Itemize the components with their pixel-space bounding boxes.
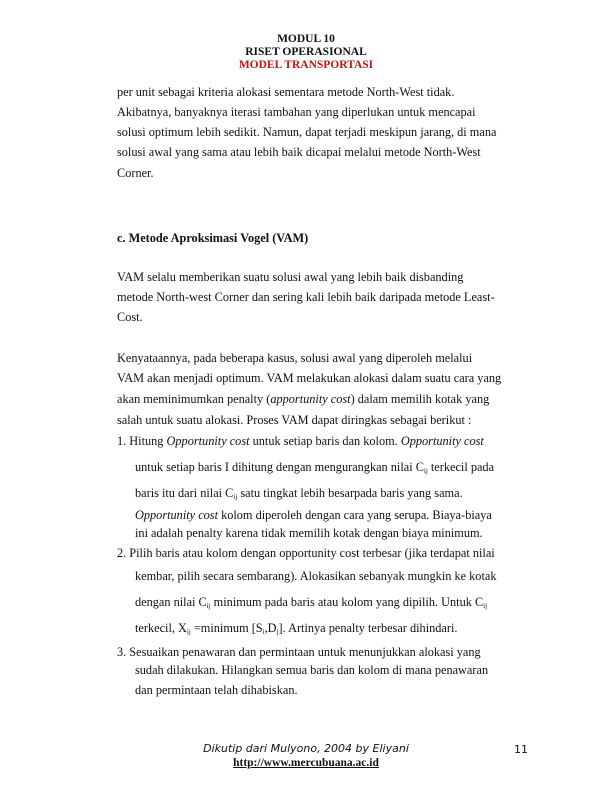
intro-line: solusi optimum lebih sedikit. Namun, dapat terjadi meskipun jarang, di mana [117, 125, 497, 139]
para2-line: Kenyataannya, pada beberapa kasus, solusi awal yang diperoleh melalui [117, 351, 473, 365]
para2-line: salah untuk suatu alokasi. Proses VAM dapat diringkas sebagai berikut : [117, 413, 472, 427]
step3-line: sudah dilakukan. Hilangkan semua baris dan kolom di mana penawaran [135, 663, 489, 677]
para1-line: Cost. [117, 310, 143, 324]
para1-line: VAM selalu memberikan suatu solusi awal yang lebih baik disbanding [117, 270, 464, 284]
step2-line: 2. Pilih baris atau kolom dengan opportunity cost terbesar (jika terdapat nilai [117, 546, 495, 560]
chapter-title: MODEL TRANSPORTASI [238, 59, 374, 71]
section-heading: c. Metode Aproksimasi Vogel (VAM) [117, 231, 309, 245]
intro-line: per unit sebagai kriteria alokasi sementara metode North-West tidak. [117, 85, 455, 99]
step2-line: kembar, pilih secara sembarang). Alokasikan sebanyak mungkin ke kotak [135, 569, 497, 583]
step1-line: Opportunity cost kolom diperoleh dengan cara yang serupa. Biaya-biaya [135, 508, 492, 522]
para2-line: VAM akan menjadi optimum. VAM melakukan alokasi dalam suatu cara yang [117, 371, 502, 385]
intro-line: Corner. [117, 166, 154, 180]
para2-line: akan meminimumkan penalty (apportunity cost) dalam memilih kotak yang [117, 392, 490, 406]
intro-line: solusi awal yang sama atau lebih baik dicapai melalui metode North-West [117, 145, 481, 159]
step3-line: dan permintaan telah dihabiskan. [135, 683, 298, 697]
step1-line: baris itu dari nilai Cij satu tingkat lebih besarpada baris yang sama. [135, 486, 463, 501]
footer-link-wrapper [0, 757, 612, 769]
step1-line: 1. Hitung Opportunity cost untuk setiap baris dan kolom. Opportunity cost [117, 434, 484, 448]
intro-line: Akibatnya, banyaknya iterasi tambahan yang diperlukan untuk mencapai [117, 105, 476, 119]
page-number: 11 [514, 743, 528, 756]
para1-line: metode North-west Corner dan sering kali lebih baik daripada metode Least- [117, 290, 495, 304]
course-title: RISET OPERASIONAL [245, 46, 367, 58]
step1-line: untuk setiap baris I dihitung dengan mengurangkan nilai Cij terkecil pada [135, 460, 495, 475]
footer-url-link[interactable]: http://www.mercubuana.ac.id [233, 757, 379, 769]
module-title: MODUL 10 [277, 33, 335, 45]
footer-credit: Dikutip dari Mulyono, 2004 by Eliyani [203, 742, 409, 755]
step2-line: terkecil, Xij =minimum [Si,Dj]. Artinya penalty terbesar dihindari. [135, 621, 458, 636]
step3-line: 3. Sesuaikan penawaran dan permintaan untuk menunjukkan alokasi yang [117, 645, 481, 659]
step1-line: ini adalah penalty karena tidak memilih kotak dengan biaya minimum. [135, 526, 483, 540]
step2-line: dengan nilai Cij minimum pada baris atau kolom yang dipilih. Untuk Cij [135, 595, 488, 610]
